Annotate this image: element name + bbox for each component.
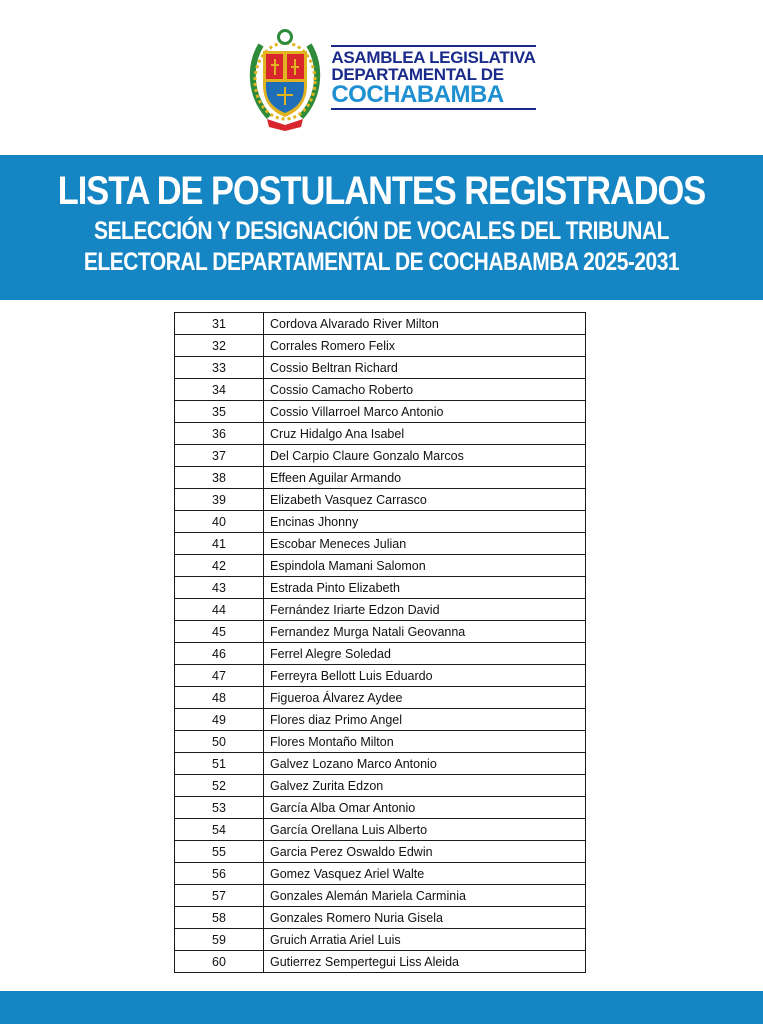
candidate-name: Cordova Alvarado River Milton <box>264 313 586 335</box>
row-number: 53 <box>175 797 264 819</box>
table-row <box>175 907 586 929</box>
table-row <box>175 599 586 621</box>
candidate-name: Gonzales Alemán Mariela Carminia <box>264 885 586 907</box>
table-row <box>175 511 586 533</box>
logo-line-3: COCHABAMBA <box>331 83 535 110</box>
row-number: 55 <box>175 841 264 863</box>
row-number: 40 <box>175 511 264 533</box>
candidate-name: Figueroa Álvarez Aydee <box>264 687 586 709</box>
table-row <box>175 819 586 841</box>
logo-line-1: ASAMBLEA LEGISLATIVA <box>331 45 535 66</box>
candidates-table <box>174 312 586 973</box>
table-row <box>175 533 586 555</box>
row-number: 38 <box>175 467 264 489</box>
row-number: 48 <box>175 687 264 709</box>
candidate-name: Ferrel Alegre Soledad <box>264 643 586 665</box>
table-row <box>175 313 586 335</box>
row-number: 41 <box>175 533 264 555</box>
row-number: 50 <box>175 731 264 753</box>
row-number: 59 <box>175 929 264 951</box>
candidate-name: Escobar Meneces Julian <box>264 533 586 555</box>
candidate-name: Cossio Camacho Roberto <box>264 379 586 401</box>
subtitle-line-1: SELECCIÓN Y DESIGNACIÓN DE VOCALES DEL TRIBUNAL <box>94 217 669 245</box>
logo-line-2: DEPARTAMENTAL DE <box>331 65 504 84</box>
candidate-name: Fernández Iriarte Edzon David <box>264 599 586 621</box>
candidate-name: Flores Montaño Milton <box>264 731 586 753</box>
candidate-name: Gomez Vasquez Ariel Walte <box>264 863 586 885</box>
row-number: 56 <box>175 863 264 885</box>
candidates-table-body <box>175 313 586 973</box>
candidate-name: García Orellana Luis Alberto <box>264 819 586 841</box>
table-row <box>175 489 586 511</box>
coat-of-arms-icon <box>247 25 323 131</box>
table-row <box>175 885 586 907</box>
candidate-name: Galvez Lozano Marco Antonio <box>264 753 586 775</box>
table-row <box>175 643 586 665</box>
candidate-name: Espindola Mamani Salomon <box>264 555 586 577</box>
row-number: 54 <box>175 819 264 841</box>
candidate-name: Effeen Aguilar Armando <box>264 467 586 489</box>
candidate-name: Encinas Jhonny <box>264 511 586 533</box>
table-row <box>175 335 586 357</box>
row-number: 58 <box>175 907 264 929</box>
candidate-name: García Alba Omar Antonio <box>264 797 586 819</box>
candidate-name: Cossio Villarroel Marco Antonio <box>264 401 586 423</box>
candidate-name: Cruz Hidalgo Ana Isabel <box>264 423 586 445</box>
table-row <box>175 863 586 885</box>
candidate-name: Elizabeth Vasquez Carrasco <box>264 489 586 511</box>
subtitle-line-2: ELECTORAL DEPARTAMENTAL DE COCHABAMBA 2025-2031 <box>83 248 680 276</box>
table-row <box>175 577 586 599</box>
table-row <box>175 357 586 379</box>
table-row <box>175 445 586 467</box>
candidate-name: Gonzales Romero Nuria Gisela <box>264 907 586 929</box>
footer-bar <box>0 991 763 1024</box>
candidate-name: Galvez Zurita Edzon <box>264 775 586 797</box>
row-number: 35 <box>175 401 264 423</box>
row-number: 49 <box>175 709 264 731</box>
row-number: 45 <box>175 621 264 643</box>
table-row <box>175 709 586 731</box>
row-number: 31 <box>175 313 264 335</box>
table-row <box>175 797 586 819</box>
row-number: 34 <box>175 379 264 401</box>
row-number: 39 <box>175 489 264 511</box>
row-number: 36 <box>175 423 264 445</box>
candidate-name: Garcia Perez Oswaldo Edwin <box>264 841 586 863</box>
row-number: 60 <box>175 951 264 973</box>
title-banner <box>0 155 763 300</box>
row-number: 52 <box>175 775 264 797</box>
table-row <box>175 731 586 753</box>
row-number: 51 <box>175 753 264 775</box>
table-row <box>175 467 586 489</box>
table-row <box>175 951 586 973</box>
table-row <box>175 929 586 951</box>
candidate-name: Del Carpio Claure Gonzalo Marcos <box>264 445 586 467</box>
row-number: 42 <box>175 555 264 577</box>
table-row <box>175 423 586 445</box>
table-row <box>175 401 586 423</box>
candidate-name: Ferreyra Bellott Luis Eduardo <box>264 665 586 687</box>
table-row <box>175 379 586 401</box>
candidate-name: Fernandez Murga Natali Geovanna <box>264 621 586 643</box>
row-number: 32 <box>175 335 264 357</box>
page-title: LISTA DE POSTULANTES REGISTRADOS <box>57 169 706 213</box>
logo <box>247 25 535 131</box>
table-row <box>175 753 586 775</box>
row-number: 47 <box>175 665 264 687</box>
table-row <box>175 555 586 577</box>
table-row <box>175 841 586 863</box>
candidate-name: Corrales Romero Felix <box>264 335 586 357</box>
candidate-name: Gutierrez Sempertegui Liss Aleida <box>264 951 586 973</box>
header <box>0 0 763 155</box>
table-row <box>175 621 586 643</box>
row-number: 37 <box>175 445 264 467</box>
candidate-name: Cossio Beltran Richard <box>264 357 586 379</box>
table-row <box>175 775 586 797</box>
row-number: 43 <box>175 577 264 599</box>
row-number: 33 <box>175 357 264 379</box>
table-row <box>175 687 586 709</box>
row-number: 46 <box>175 643 264 665</box>
candidate-name: Flores diaz Primo Angel <box>264 709 586 731</box>
row-number: 57 <box>175 885 264 907</box>
candidate-name: Gruich Arratia Ariel Luis <box>264 929 586 951</box>
row-number: 44 <box>175 599 264 621</box>
table-row <box>175 665 586 687</box>
candidate-name: Estrada Pinto Elizabeth <box>264 577 586 599</box>
logo-text <box>331 45 535 110</box>
